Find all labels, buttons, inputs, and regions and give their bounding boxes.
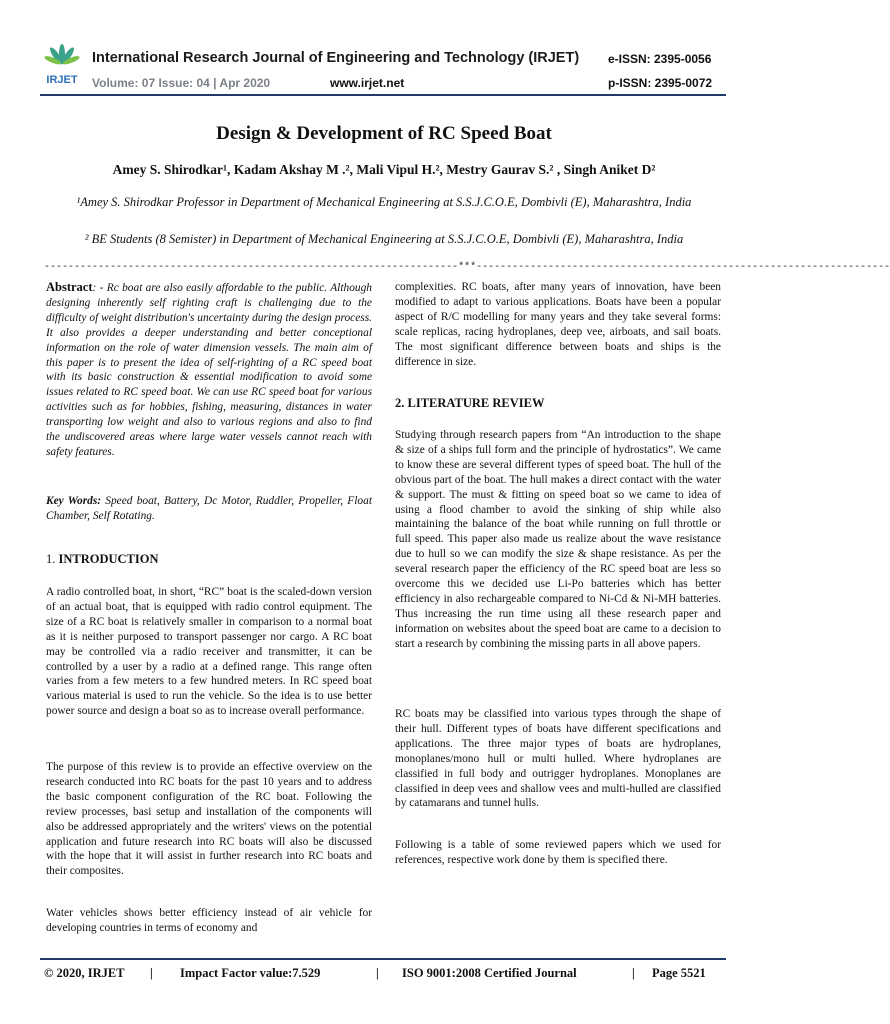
irjet-logo-icon — [40, 40, 84, 86]
footer-impact-label: Impact Factor value: — [180, 966, 293, 980]
abstract — [46, 280, 372, 460]
volume-issue: Volume: 07 Issue: 04 | Apr 2020 — [92, 76, 271, 90]
literature-paragraph-2-block — [395, 707, 721, 811]
keywords — [46, 494, 372, 524]
footer-copyright: © 2020, IRJET — [44, 966, 125, 980]
keywords-label: Key Words: — [46, 495, 102, 507]
footer-divider: | — [150, 966, 153, 980]
intro-paragraph-2-block — [46, 760, 372, 879]
intro-paragraph-1-block — [46, 585, 372, 719]
abstract-label: Abstract — [46, 280, 93, 294]
header-rule — [40, 94, 726, 96]
footer-divider: | — [632, 966, 635, 980]
footer-iso: ISO 9001:2008 Certified Journal — [402, 966, 577, 980]
intro-heading-number: 1. — [46, 552, 56, 566]
page-footer — [44, 966, 724, 981]
e-issn: e-ISSN: 2395-0056 — [608, 52, 712, 66]
literature-heading-block — [395, 396, 721, 412]
footer-divider: | — [376, 966, 379, 980]
paper-title: Design & Development of RC Speed Boat — [216, 123, 552, 144]
author-list: Amey S. Shirodkar¹, Kadam Akshay M .², Mali Vipul H.², Mestry Gaurav S.² , Singh Aniket D² — [112, 162, 656, 177]
journal-website[interactable]: www.irjet.net — [330, 76, 405, 90]
abstract-text: : - Rc boat are also easily affordable to the public. Although designing inherently self righting craft is challenging due to the difficulty of weight distribution's uncertainty during the design process. It also provides a deeper understanding and better conceptional information on the role of water dimension vessels. The main aim of this paper is to present the idea of self-righting of a RC speed boat with its basic construction & essential modification to avoid some issues related to RC speed boat. We can use RC speed boat for various activities such as for hobbies, fishing, measuring, distances in water transporting low weight and also to various regions and also to find the undiscovered areas where large water vessels cannot reach with safety features. — [46, 282, 372, 458]
literature-review-heading: 2. LITERATURE REVIEW — [395, 396, 545, 410]
footer-rule — [40, 958, 726, 960]
footer-page-number: Page 5521 — [652, 966, 706, 980]
literature-paragraph-3-block — [395, 838, 721, 868]
p-issn: p-ISSN: 2395-0072 — [608, 76, 713, 90]
irjet-logo — [40, 40, 84, 86]
keywords-block — [46, 494, 372, 524]
intro-paragraph-2: The purpose of this review is to provide an effective overview on the research conducted into RC boats for the past 10 years and to address the basic component configuration of the RC boat. Following the review processes, basi setup and installation of the components will also be addressed appropriately and the writers' views on the potential application and future research into RC boats will also be discussed with the hope that it will assist in further research into RC boats and their composites. — [46, 761, 372, 878]
intro-paragraph-1: A radio controlled boat, in short, “RC” boat is the scaled-down version of an actual boat, that is equipped with radio control equipment. The size of a RC boat is relatively smaller in comparison to a normal boat as it is neither purposed to transport passenger nor cargo. A RC boat may be controlled via a radio receiver and transmitter, it can be controlled by a user by a radio at a defined range. This range often varies from a few meters to a few hundred meters. In RC speed boat various material is used to run the vehicle. So the idea is to use better power source and design a boat so as to increase overall performance. — [46, 586, 372, 718]
continuation-paragraph: complexities. RC boats, after many years of innovation, have been modified to adapt to various applications. Boats have been a popular aspect of R/C modelling for many years and they take several forms: scale replicas, racing hydroplanes, deep vee, airboats, and sail boats. The most significant difference between boats and ships is the difference in size. — [395, 281, 721, 368]
left-column — [46, 280, 372, 460]
affiliation-1: ¹Amey S. Shirodkar Professor in Department of Mechanical Engineering at S.S.J.C.O.E, Dombivli (E), Maharashtra, India — [76, 195, 692, 209]
logo-text: IRJET — [46, 74, 78, 86]
footer-impact-value: 7.529 — [292, 966, 321, 980]
footer-impact — [180, 966, 376, 981]
intro-heading — [46, 552, 372, 568]
section-separator: ---------------------------------------------------------------------***--------------------------------------------------------------------- — [44, 262, 890, 273]
keywords-text: Speed boat, Battery, Dc Motor, Ruddler, Propeller, Float Chamber, Self Rotating. — [46, 495, 372, 522]
continuation-paragraph-block — [395, 280, 721, 369]
literature-paragraph-1: Studying through research papers from “An introduction to the shape & size of a ships full form and the principle of hydrostatics”. We came to know these are several different types of speed boat. The hull of the obvious part of the boat. The hull makes a direct contact with the water & support. The must & fitting on speed boat so we came to idea of using a flood chamber to avoid the sinking of ship while also maintaining the balance of the boat while running on full throttle or full speed. This paper also made us realize about the wave resistance due to hull so we can modify the size & shape resistance. As per the several research paper the efficiency of the RC speed boat are less so overcome this we decided use Li-Po batteries which has better efficiency in also rechargeable compared to Ni-Cd & Ni-MH batteries. Thus increasing the run time using all these research paper and information on websites about the speed boat are came to a decision to start a research by combining the missing parts in all above papers. — [395, 429, 721, 650]
intro-heading-text: INTRODUCTION — [55, 552, 159, 566]
literature-paragraph-3: Following is a table of some reviewed papers which we used for references, respective work done by them is specified there. — [395, 839, 721, 866]
journal-title: International Research Journal of Engineering and Technology (IRJET) — [92, 50, 580, 66]
intro-paragraph-3: Water vehicles shows better efficiency instead of air vehicle for developing countries in terms of economy and — [46, 907, 372, 934]
literature-paragraph-1-block — [395, 428, 721, 652]
intro-paragraph-3-block — [46, 906, 372, 936]
affiliation-2: ² BE Students (8 Semister) in Department of Mechanical Engineering at S.S.J.C.O.E, Dombivli (E), Maharashtra, India — [84, 232, 684, 246]
literature-paragraph-2: RC boats may be classified into various types through the shape of their hull. Different types of boats have different specifications and applications. The three major types of boats are hydroplanes, monoplanes/mono hull or multi hulled. Where hydroplanes are classified in full body and outrigger hydroplanes. Monoplanes are classified in deep vees and shallow vees and multi-hulled are classified by catamarans and tunnel hulls. — [395, 708, 721, 810]
